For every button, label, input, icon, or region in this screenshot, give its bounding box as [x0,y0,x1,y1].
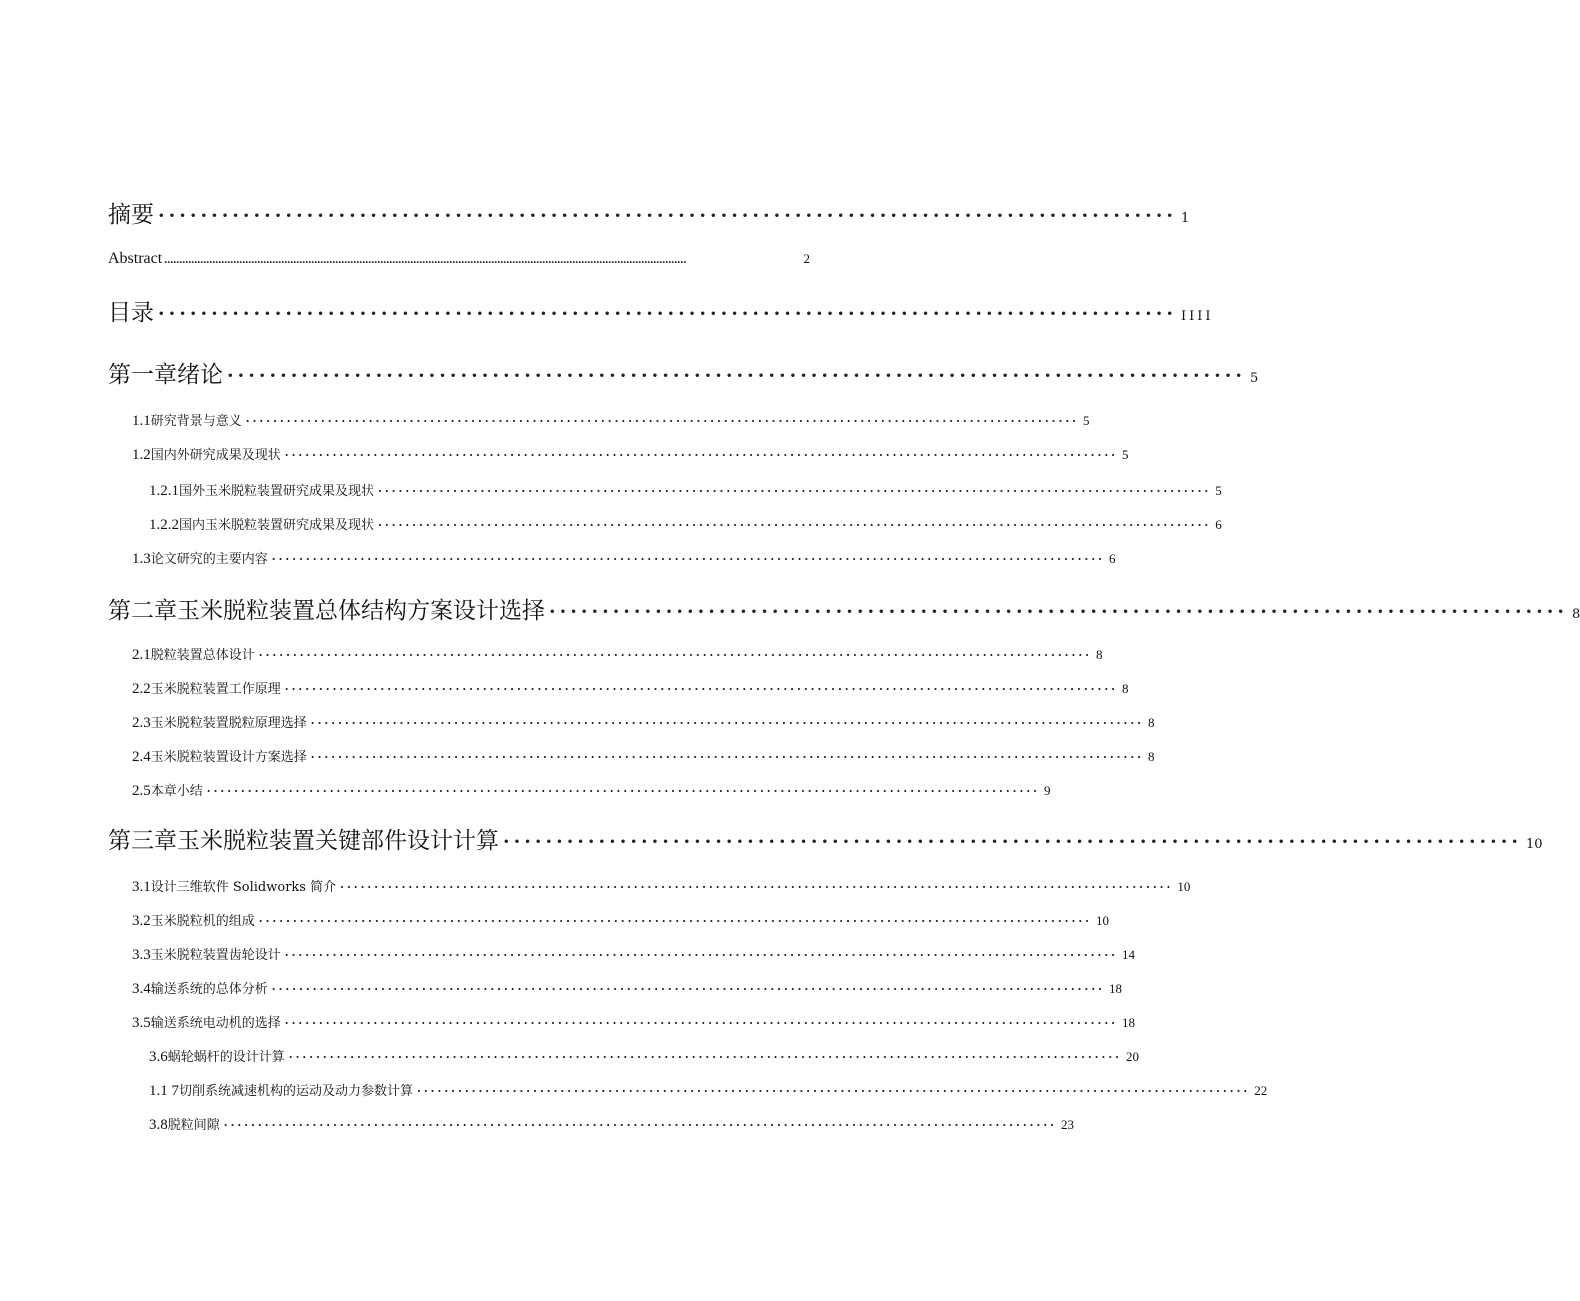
toc-entry[interactable] [132,910,1109,930]
toc-title: 论文研究的主要内容 [150,552,268,567]
toc-page: 22 [1254,1083,1268,1098]
toc-title: 目录 [108,300,154,326]
toc-page: 6 [1215,517,1222,532]
toc-title: 国内外研究成果及现状 [150,448,281,463]
toc-entry[interactable] [149,514,1222,534]
toc-number: 2.2 [132,681,151,697]
toc-page: 20 [1125,1049,1139,1064]
toc-page: 5 [1082,413,1090,428]
toc-page: IIII [1181,309,1214,324]
toc-title: 国内玉米脱粒装置研究成果及现状 [179,518,375,533]
toc-title: 输送系统的总体分析 [150,982,268,997]
toc-entry[interactable] [132,548,1116,568]
toc-number: 2.5 [132,783,151,799]
toc-number: 1.1 7 [149,1083,179,1099]
toc-number: 3.5 [132,1015,151,1031]
toc-entry[interactable] [108,250,810,268]
toc-leader: ·························································································································· [378,519,1212,532]
toc-leader: ································································································ [158,303,1178,325]
toc-title: 本章小结 [150,784,203,799]
toc-entry[interactable] [149,1046,1139,1066]
toc-title: 玉米脱粒装置工作原理 [150,682,281,697]
toc-page: 5 [1215,483,1222,498]
toc-entry[interactable] [132,746,1155,766]
toc-page: 18 [1121,1015,1135,1030]
toc-leader: ·························································································································· [258,915,1092,928]
toc-title: 蜗轮蜗杆的设计计算 [167,1050,285,1065]
toc-title: 玉米脱粒装置齿轮设计 [150,948,281,963]
toc-leader: ·························································································································· [271,983,1105,996]
toc-entry[interactable] [108,196,1190,229]
toc-number: 1.2.2 [149,517,179,533]
toc-page: 5 [1121,447,1129,462]
toc-title: Abstract [108,250,163,267]
toc-leader: ·························································································································· [417,1085,1251,1098]
toc-entry[interactable] [149,1114,1074,1134]
toc-leader: ·························································································································· [284,949,1118,962]
toc-entry[interactable] [132,712,1155,732]
toc-page: 10 [1526,837,1543,852]
toc-page: 1 [1181,211,1190,226]
toc-leader: .............................................................................................................................................................................. [164,252,687,266]
toc-title: 脱粒装置总体设计 [150,648,255,663]
toc-leader: ·························································································································· [310,717,1144,730]
toc-leader: ·························································································································· [284,683,1118,696]
toc-number: 2.3 [132,715,151,731]
toc-leader: ································································································ [549,601,1569,623]
toc-leader: ·························································································································· [271,553,1105,566]
toc-entry[interactable] [132,444,1129,464]
toc-title: 研究背景与意义 [150,414,242,429]
toc-page: 8 [1147,749,1155,764]
toc-number: 1.3 [132,551,151,567]
toc-page: 6 [1108,551,1116,566]
toc-number: 3.4 [132,981,151,997]
toc-title: 切削系统减速机构的运动及动力参数计算 [179,1084,414,1099]
toc-page: 8 [1095,647,1103,662]
toc-entry[interactable] [108,294,1214,327]
toc-number: 1.2.1 [149,483,179,499]
toc-page: 5 [1250,371,1259,386]
toc-title: 第二章玉米脱粒装置总体结构方案设计选择 [108,598,545,624]
toc-number: 2.1 [132,647,151,663]
toc-number: 1.2 [132,447,151,463]
toc-title: 玉米脱粒装置设计方案选择 [150,750,307,765]
toc-number: 3.3 [132,947,151,963]
toc-title: 摘要 [108,202,154,228]
toc-title: 玉米脱粒装置脱粒原理选择 [150,716,307,731]
toc-page: 14 [1121,947,1135,962]
toc-page: 8 [1121,681,1129,696]
toc-leader: ·························································································································· [284,449,1118,462]
toc-number: 2.4 [132,749,151,765]
toc-page: 23 [1060,1117,1074,1132]
toc-page: 9 [1043,783,1051,798]
toc-title: 输送系统电动机的选择 [150,1016,281,1031]
toc-entry[interactable] [108,356,1259,389]
toc-page: 2 [803,251,810,266]
toc-title: 设计三维软件 Solidworks 简介 [150,880,337,895]
toc-page: 8 [1147,715,1155,730]
toc-entry[interactable] [108,592,1580,625]
toc-number: 1.1 [132,413,151,429]
toc-leader: ································································································ [227,365,1247,387]
toc-leader: ·························································································································· [288,1051,1122,1064]
toc-entry[interactable] [132,876,1191,896]
toc-entry[interactable] [132,944,1135,964]
toc-entry[interactable] [132,1012,1135,1032]
toc-entry[interactable] [132,410,1090,430]
toc-leader: ·························································································································· [310,751,1144,764]
toc-entry[interactable] [108,822,1543,855]
toc-page: 10 [1095,913,1109,928]
toc-title: 国外玉米脱粒装置研究成果及现状 [179,484,375,499]
toc-number: 3.1 [132,879,151,895]
toc-leader: ·························································································································· [223,1119,1057,1132]
toc-leader: ································································································ [158,205,1178,227]
toc-leader: ·························································································································· [340,881,1174,894]
toc-title: 第三章玉米脱粒装置关键部件设计计算 [108,828,499,854]
toc-number: 3.2 [132,913,151,929]
toc-page: 18 [1108,981,1122,996]
toc-entry[interactable] [149,480,1222,500]
toc-entry[interactable] [132,978,1122,998]
toc-leader: ·························································································································· [258,649,1092,662]
toc-entry[interactable] [132,780,1051,800]
toc-page: 8 [1572,607,1580,622]
toc-title: 第一章绪论 [108,362,223,388]
toc-entry[interactable] [149,1080,1268,1100]
toc-number: 3.6 [149,1049,168,1065]
toc-entry[interactable] [132,678,1129,698]
toc-page: 10 [1177,879,1191,894]
toc-leader: ································································································ [503,831,1523,853]
toc-leader: ·························································································································· [378,485,1212,498]
toc-leader: ·························································································································· [284,1017,1118,1030]
toc-title: 脱粒间隙 [167,1118,220,1133]
toc-entry[interactable] [132,644,1103,664]
toc-title: 玉米脱粒机的组成 [150,914,255,929]
toc-leader: ·························································································································· [206,785,1040,798]
toc-number: 3.8 [149,1117,168,1133]
toc-leader: ·························································································································· [245,415,1079,428]
